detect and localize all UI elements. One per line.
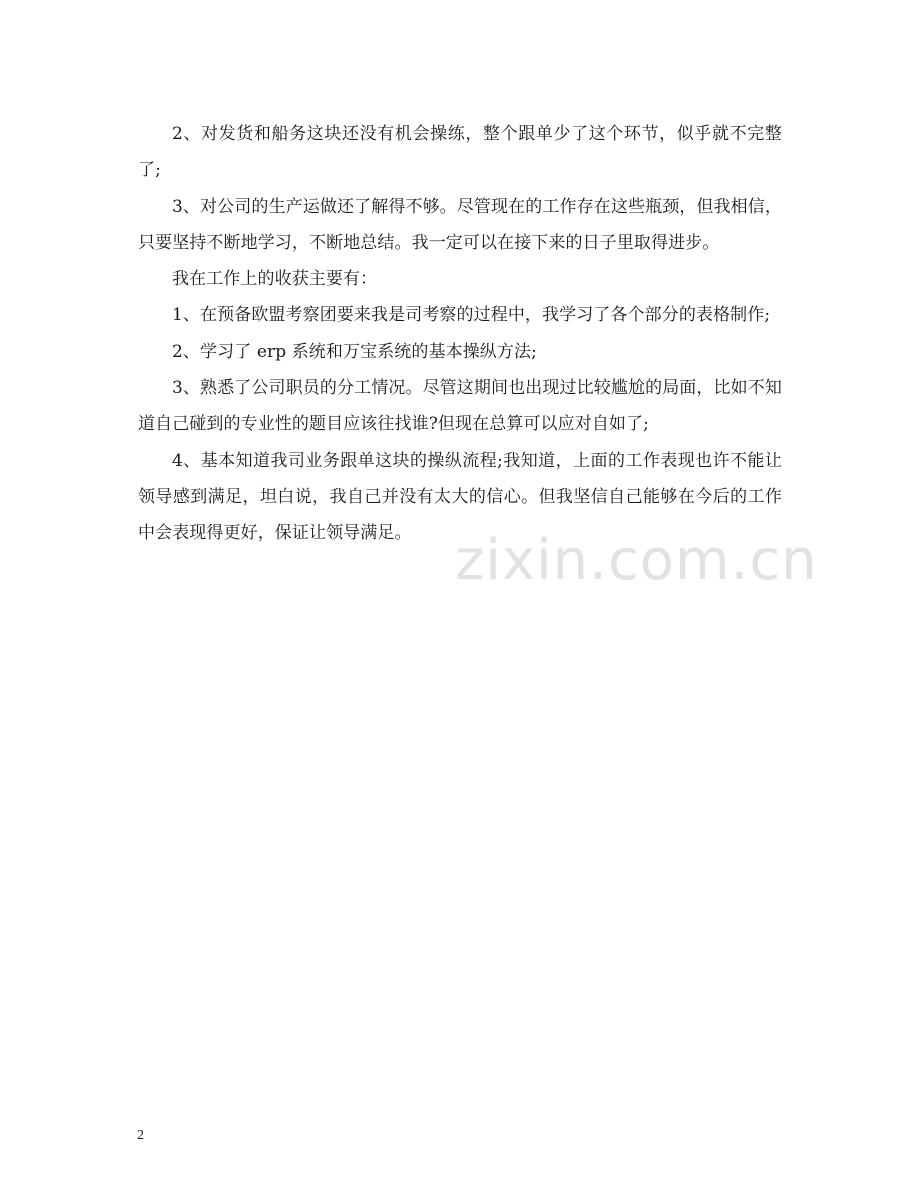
paragraph: 3、熟悉了公司职员的分工情况。尽管这期间也出现过比较尴尬的局面，比如不知道自己碰到的专业性的题目应该往找谁?但现在总算可以应对自如了; [138,378,782,435]
paragraph: 1、在预备欧盟考察团要来我是司考察的过程中，我学习了各个部分的表格制作; [172,305,771,326]
document-body [138,116,782,552]
watermark: zixin.com.cn [455,528,818,593]
paragraph: 4、基本知道我司业务跟单这块的操纵流程;我知道，上面的工作表现也许不能让领导感到满足，坦白说，我自己并没有太大的信心。但我坚信自己能够在今后的工作中会表现得更好，保证让领导满足。 [138,450,782,544]
paragraph: 2、学习了 erp 系统和万宝系统的基本操纵方法; [172,341,537,362]
paragraph: 2、对发货和船务这块还没有机会操练，整个跟单少了这个环节，似乎就不完整了; [138,124,782,181]
paragraph: 我在工作上的收获主要有： [172,269,378,290]
page-number: 2 [137,1128,144,1143]
paragraph: 3、对公司的生产运做还了解得不够。尽管现在的工作存在这些瓶颈，但我相信，只要坚持不断地学习，不断地总结。我一定可以在接下来的日子里取得进步。 [138,196,782,253]
